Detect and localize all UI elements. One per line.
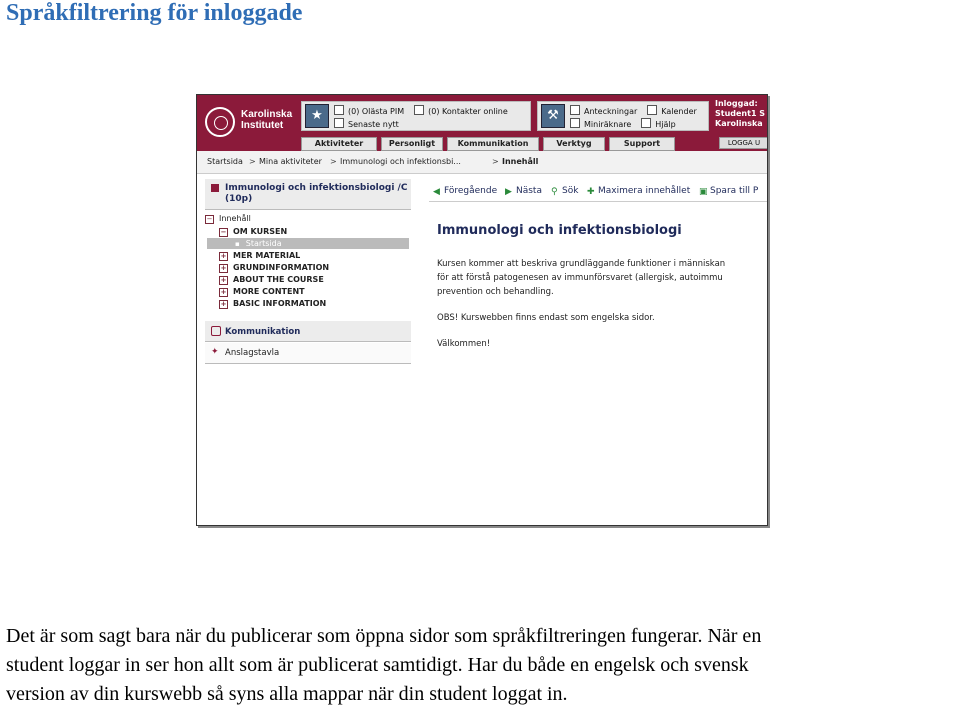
toolbar-tools xyxy=(537,101,709,131)
content-text-line: Kursen kommer att beskriva grundläggande funktioner i människan xyxy=(437,259,726,269)
caption-line: student loggar in ser hon allt som är publicerat samtidigt. Har du både en engelsk och svensk xyxy=(6,654,749,676)
nav-tab-support[interactable]: Support xyxy=(609,137,675,151)
help-link[interactable]: Hjälp xyxy=(655,120,676,129)
login-org: Karolinska xyxy=(715,119,763,128)
logout-button[interactable]: LOGGA U xyxy=(719,137,768,149)
latest-news-link[interactable]: Senaste nytt xyxy=(348,120,399,129)
nav-tab-personal[interactable]: Personligt xyxy=(381,137,443,151)
breadcrumb-current: Innehåll xyxy=(502,157,539,166)
collapse-icon[interactable]: − xyxy=(206,215,213,223)
expand-icon[interactable]: + xyxy=(220,252,227,260)
content-notice: OBS! Kurswebben finns endast som engelska sidor. xyxy=(437,313,655,323)
course-title[interactable]: Immunologi och infektionsbiologi /C (10p) xyxy=(225,183,408,204)
calculator-icon xyxy=(570,118,580,128)
karolinska-logo[interactable] xyxy=(205,105,295,141)
calculator-link[interactable]: Miniräknare xyxy=(584,120,632,129)
nav-tab-communication[interactable]: Kommunikation xyxy=(447,137,539,151)
course-icon xyxy=(211,184,219,192)
content-toolbar xyxy=(429,183,767,202)
maximize-link[interactable]: Maximera innehållet xyxy=(598,186,691,196)
tree-root[interactable]: Innehåll xyxy=(219,214,251,223)
tree-item-more-content[interactable]: MORE CONTENT xyxy=(233,287,305,296)
tree-item-about-the-course[interactable]: ABOUT THE COURSE xyxy=(233,275,324,284)
calendar-link[interactable]: Kalender xyxy=(661,107,697,116)
pin-icon: ✦ xyxy=(211,347,219,357)
content-text-line: prevention och behandling. xyxy=(437,287,554,297)
message-icon xyxy=(334,105,344,115)
tree-item-basic-information[interactable]: BASIC INFORMATION xyxy=(233,299,327,308)
expand-icon[interactable]: + xyxy=(220,300,227,308)
arrow-right-icon: ▶ xyxy=(505,187,512,197)
bulletin-row xyxy=(205,343,411,364)
login-label: Inloggad: xyxy=(715,99,758,108)
content-welcome: Välkommen! xyxy=(437,339,491,349)
arrow-left-icon: ◀ xyxy=(433,187,440,197)
collapse-icon[interactable]: − xyxy=(220,228,227,236)
bullet-icon: ▪ xyxy=(235,240,240,248)
bulletin-board-link[interactable]: Anslagstavla xyxy=(225,348,280,358)
page-title: Språkfiltrering för inloggade xyxy=(6,0,303,26)
save-link[interactable]: Spara till P xyxy=(710,186,759,196)
communication-title[interactable]: Kommunikation xyxy=(225,327,301,337)
tree-item-mer-material[interactable]: MER MATERIAL xyxy=(233,251,301,260)
breadcrumb: Startsida > Mina aktiviteter > Immunologi och infektionsbi... > Innehåll xyxy=(197,151,767,174)
unread-pim-link[interactable]: (0) Olästa PIM xyxy=(348,107,405,116)
nav-tab-tools[interactable]: Verktyg xyxy=(543,137,605,151)
tree-item-om-kursen[interactable]: OM KURSEN xyxy=(233,227,288,236)
breadcrumb-home[interactable]: Startsida xyxy=(207,157,243,166)
people-icon[interactable]: ★ xyxy=(305,104,329,128)
caption-line: version av din kurswebb så syns alla mappar när din student loggat in. xyxy=(6,683,568,705)
tree-item-grundinformation[interactable]: GRUNDINFORMATION xyxy=(233,263,330,272)
content-text-line: för att förstå patogenesen av immunförsvaret (allergisk, autoimmu xyxy=(437,273,723,283)
app-header xyxy=(197,95,767,151)
expand-icon[interactable]: + xyxy=(220,276,227,284)
search-link[interactable]: Sök xyxy=(562,186,579,196)
communication-header xyxy=(205,321,411,342)
expand-icon[interactable]: + xyxy=(220,288,227,296)
login-user: Student1 S xyxy=(715,109,766,118)
logo-line-1: Karolinska xyxy=(241,109,293,120)
chat-icon xyxy=(211,326,221,336)
help-icon xyxy=(641,118,651,128)
contacts-online-link[interactable]: (0) Kontakter online xyxy=(428,107,508,116)
content-title: Immunologi och infektionsbiologi xyxy=(437,223,682,238)
tree-item-startsida[interactable]: Startsida xyxy=(245,239,282,248)
sidebar-header xyxy=(205,179,411,210)
seal-icon xyxy=(205,107,235,137)
expand-icon[interactable]: + xyxy=(220,264,227,272)
screenshot-frame xyxy=(196,94,768,526)
previous-link[interactable]: Föregående xyxy=(444,186,498,196)
next-link[interactable]: Nästa xyxy=(516,186,542,196)
tools-icon[interactable]: ⚒ xyxy=(541,104,565,128)
search-icon: ⚲ xyxy=(551,187,558,197)
breadcrumb-course[interactable]: Immunologi och infektionsbi... xyxy=(340,157,461,166)
contacts-icon xyxy=(414,105,424,115)
notes-link[interactable]: Anteckningar xyxy=(584,107,638,116)
toolbar-communication xyxy=(301,101,531,131)
news-icon xyxy=(334,118,344,128)
logo-line-2: Institutet xyxy=(241,120,284,131)
calendar-icon xyxy=(647,105,657,115)
maximize-icon: ✚ xyxy=(587,187,595,197)
breadcrumb-activities[interactable]: Mina aktiviteter xyxy=(259,157,322,166)
caption-text xyxy=(6,622,960,709)
nav-tab-activities[interactable]: Aktiviteter xyxy=(301,137,377,151)
save-icon: ▣ xyxy=(699,187,708,197)
notes-icon xyxy=(570,105,580,115)
caption-line: Det är som sagt bara när du publicerar som öppna sidor som språkfiltreringen fungerar. När en xyxy=(6,625,762,647)
